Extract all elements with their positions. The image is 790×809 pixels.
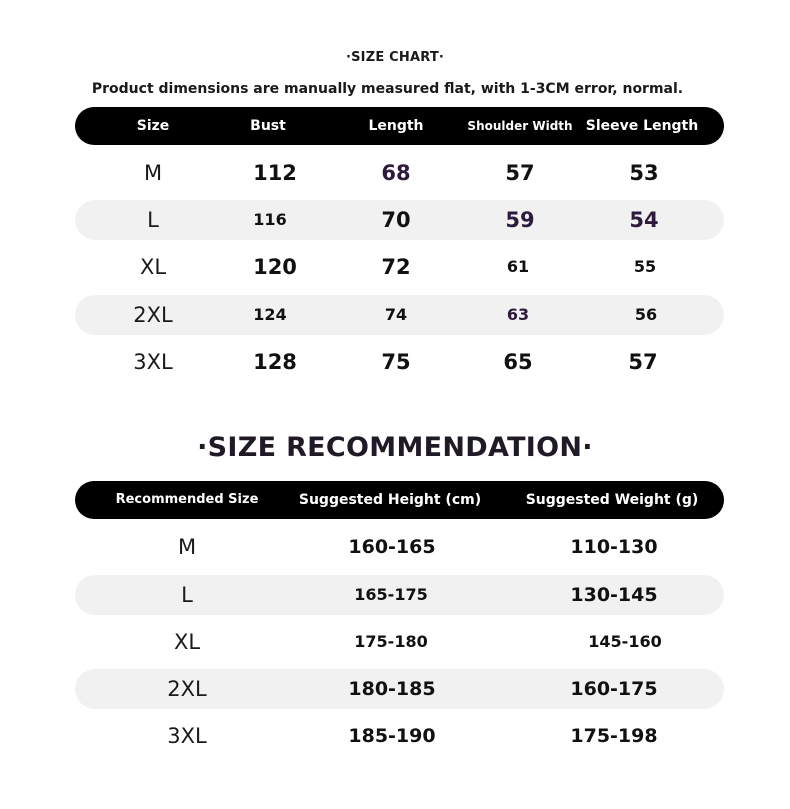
shoulder-cell: 63	[506, 305, 530, 324]
weight-cell: 175-198	[570, 725, 658, 747]
header-suggested-height: Suggested Height (cm)	[298, 492, 482, 508]
table-row	[75, 527, 724, 567]
size-cell: M	[177, 535, 197, 559]
table-row	[75, 716, 724, 756]
bust-cell: 116	[253, 210, 287, 229]
height-cell: 165-175	[354, 585, 428, 604]
height-cell: 160-165	[348, 536, 436, 558]
bust-cell: 124	[253, 305, 287, 324]
size-cell: XL	[173, 630, 201, 654]
bust-cell: 128	[253, 350, 297, 374]
bust-cell: 112	[253, 161, 297, 185]
sleeve-cell: 53	[629, 161, 659, 185]
header-length: Length	[368, 118, 424, 134]
measurement-note: Product dimensions are manually measured flat, with 1-3CM error, normal.	[91, 81, 684, 97]
shoulder-cell: 57	[505, 161, 535, 185]
sleeve-cell: 55	[633, 257, 657, 276]
header-bust: Bust	[250, 118, 286, 134]
size-chart-header	[75, 107, 724, 145]
length-cell: 68	[381, 161, 411, 185]
weight-cell: 130-145	[570, 584, 658, 606]
header-shoulder-width: Shoulder Width	[467, 119, 573, 133]
shoulder-cell: 61	[506, 257, 530, 276]
header-size: Size	[136, 118, 170, 134]
table-row	[75, 200, 724, 240]
header-sleeve-length: Sleeve Length	[585, 118, 699, 134]
header-suggested-weight: Suggested Weight (g)	[525, 492, 699, 508]
table-row	[75, 342, 724, 382]
table-row	[75, 153, 724, 193]
height-cell: 185-190	[348, 725, 436, 747]
size-cell: L	[181, 583, 193, 607]
length-cell: 72	[381, 255, 411, 279]
table-row	[75, 247, 724, 287]
size-cell: 3XL	[133, 350, 173, 374]
shoulder-cell: 65	[503, 350, 533, 374]
size-chart-title: ·SIZE CHART·	[345, 50, 445, 65]
sleeve-cell: 56	[634, 305, 658, 324]
weight-cell: 145-160	[588, 632, 662, 651]
size-cell: 2XL	[133, 303, 173, 327]
size-cell: 3XL	[167, 724, 207, 748]
shoulder-cell: 59	[505, 208, 535, 232]
table-row	[75, 295, 724, 335]
weight-cell: 160-175	[570, 678, 658, 700]
size-cell: M	[143, 161, 163, 185]
table-row	[75, 669, 724, 709]
size-recommendation-header	[75, 481, 724, 519]
size-cell: XL	[139, 255, 167, 279]
size-recommendation-title: ·SIZE RECOMMENDATION·	[197, 432, 593, 463]
length-cell: 70	[381, 208, 411, 232]
length-cell: 75	[381, 350, 411, 374]
size-cell: L	[147, 208, 159, 232]
bust-cell: 120	[253, 255, 297, 279]
table-row	[75, 575, 724, 615]
size-cell: 2XL	[167, 677, 207, 701]
table-row	[75, 622, 724, 662]
length-cell: 74	[384, 305, 408, 324]
header-recommended-size: Recommended Size	[115, 492, 259, 507]
weight-cell: 110-130	[570, 536, 658, 558]
height-cell: 180-185	[348, 678, 436, 700]
sleeve-cell: 57	[628, 350, 658, 374]
height-cell: 175-180	[354, 632, 428, 651]
sleeve-cell: 54	[629, 208, 659, 232]
